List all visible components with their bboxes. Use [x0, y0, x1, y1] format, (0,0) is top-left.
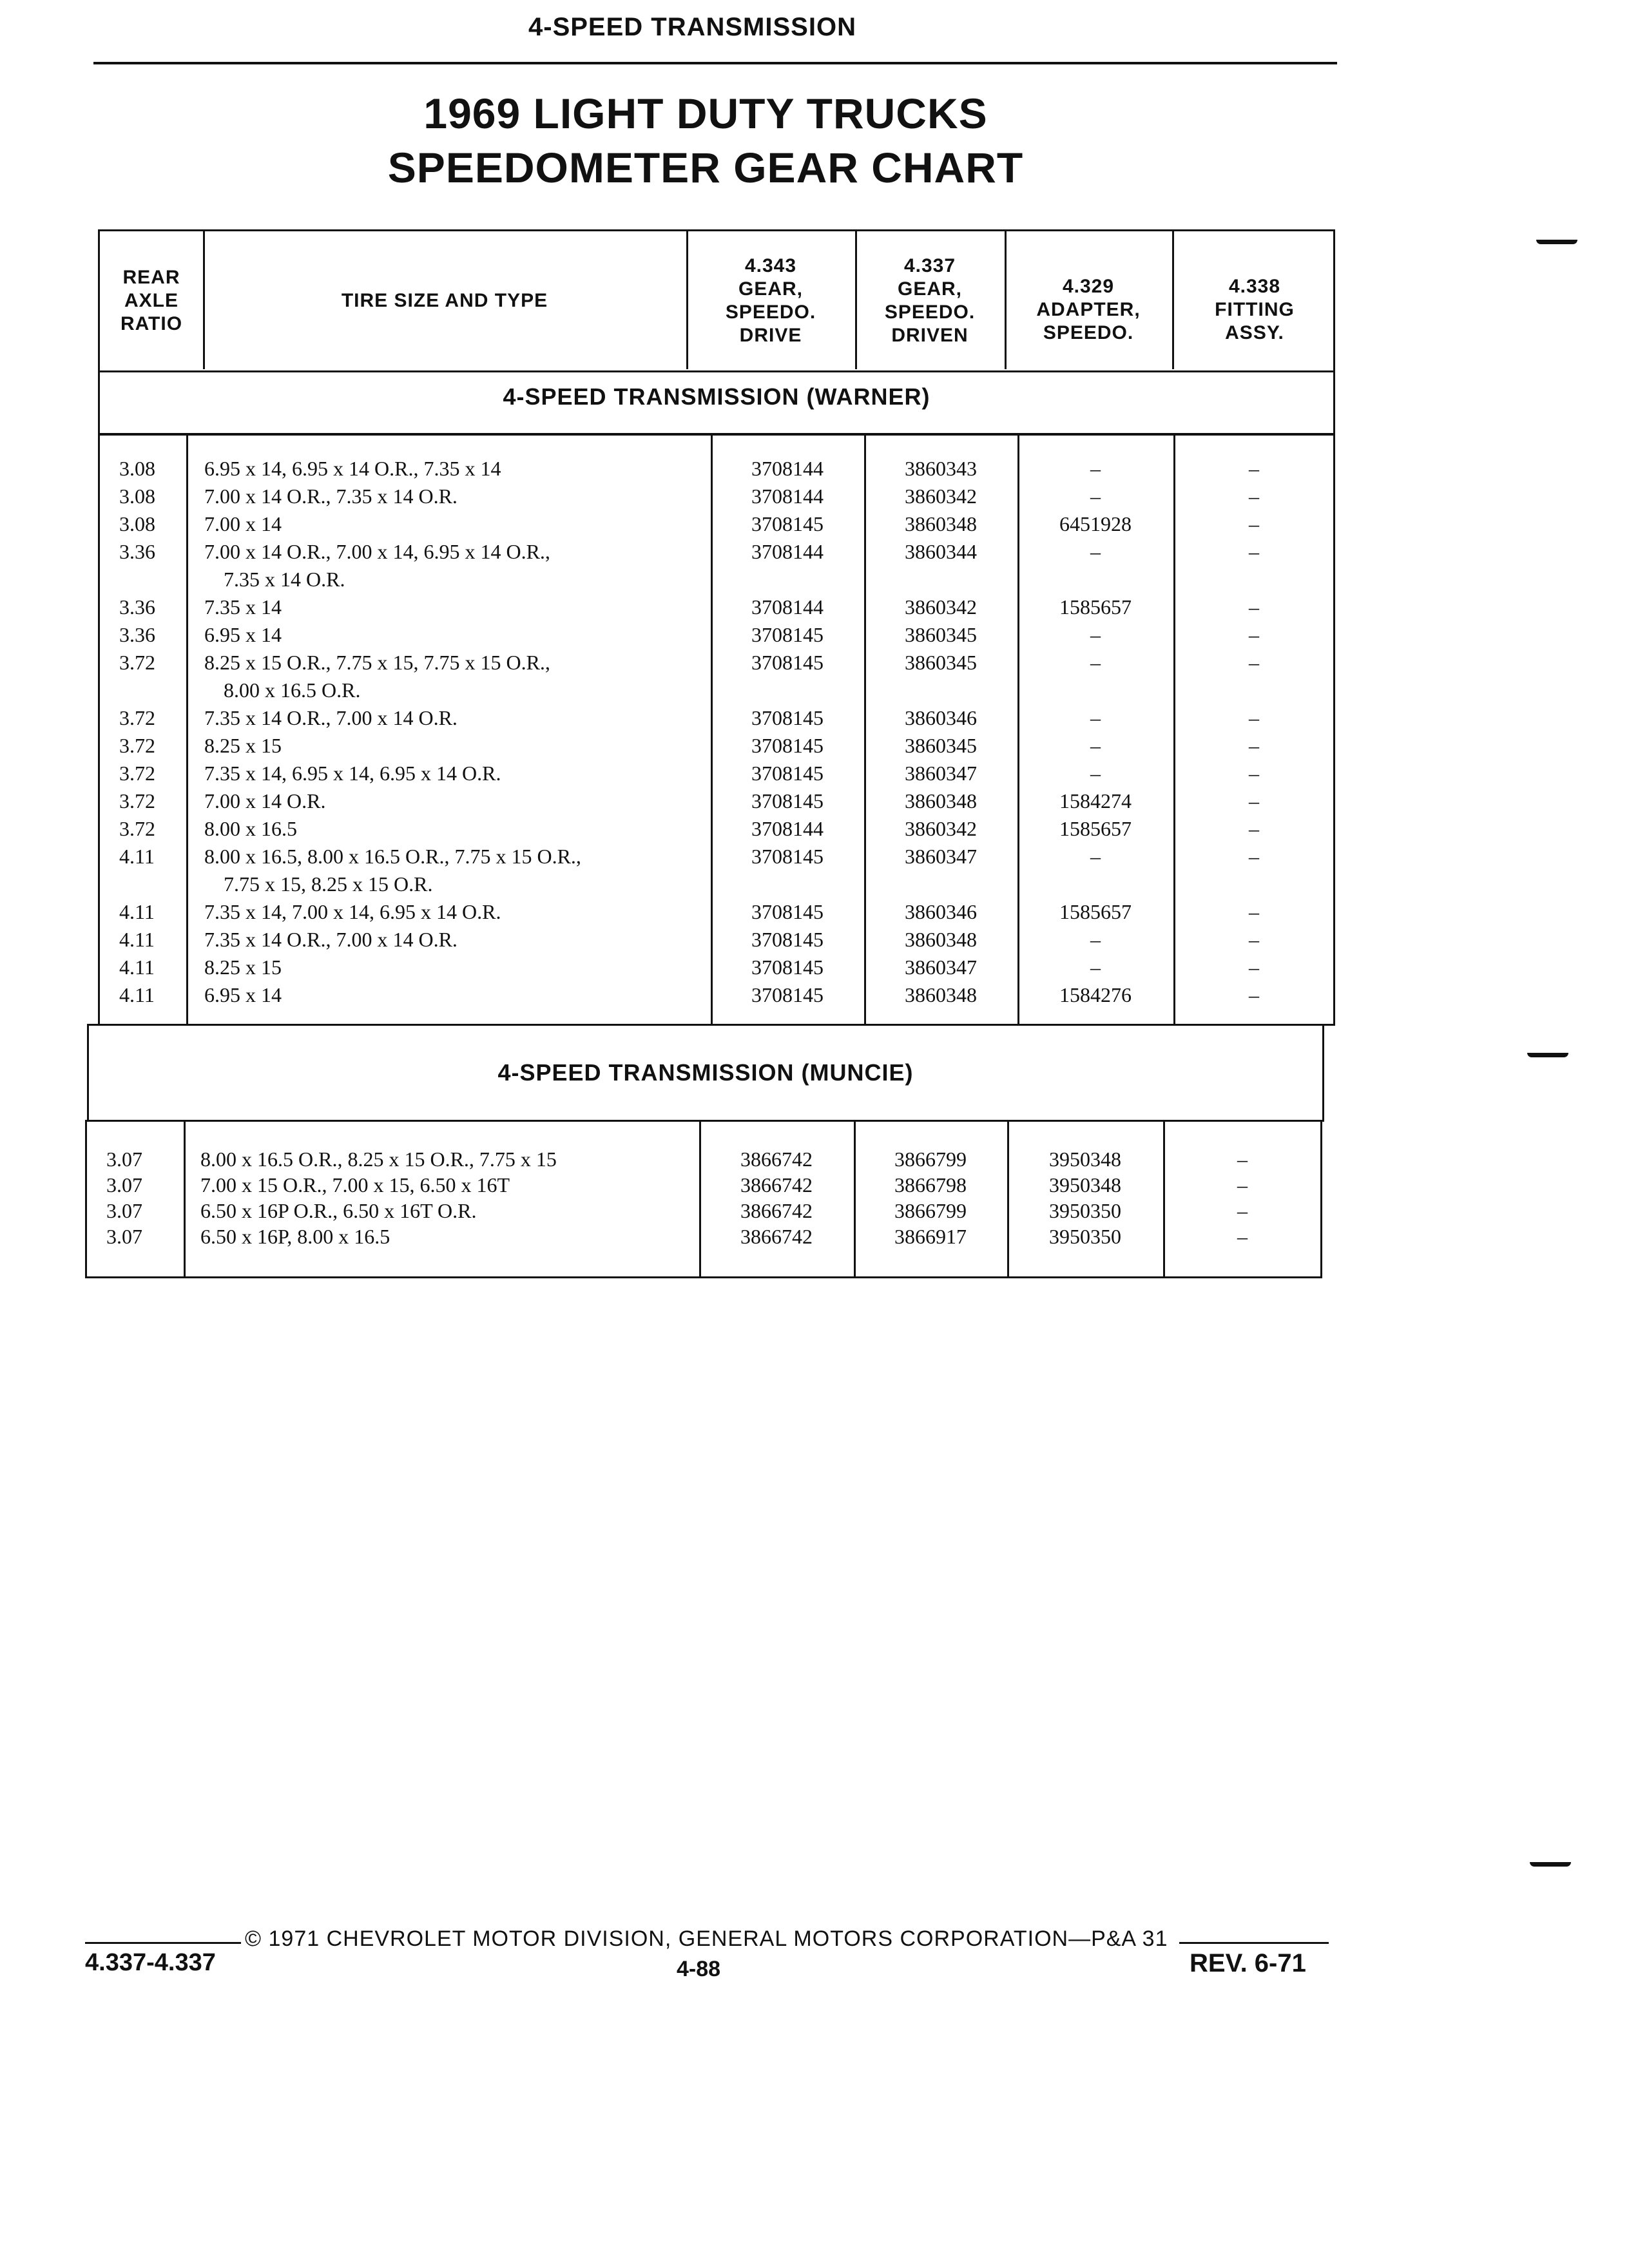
cell-tire: 7.35 x 14 [204, 595, 282, 619]
footer-rule-right [1179, 1942, 1329, 1944]
cell-adapter: – [1090, 956, 1101, 979]
cell-adapter: – [1090, 457, 1101, 480]
cell-drive: 3708144 [751, 485, 824, 508]
cell-driven: 3860347 [905, 762, 977, 785]
cell-driven: 3860342 [905, 817, 977, 840]
cell-tire: 8.00 x 16.5 [204, 817, 297, 840]
cell-ratio: 4.11 [119, 845, 155, 868]
cell-ratio: 3.08 [119, 485, 155, 508]
cell-drive: 3708145 [751, 706, 824, 729]
cell-fitting: – [1249, 734, 1259, 757]
column-header-table [98, 229, 1335, 436]
cell-fitting: – [1237, 1225, 1248, 1248]
cell-driven: 3860348 [905, 789, 977, 812]
cell-drive: 3708145 [751, 623, 824, 646]
cell-drive: 3708145 [751, 734, 824, 757]
cell-adapter: 3950348 [1049, 1173, 1121, 1196]
cell-drive: 3708144 [751, 817, 824, 840]
cell-ratio: 3.07 [106, 1225, 142, 1248]
column-header-drive: 4.343 GEAR, SPEEDO. DRIVE [725, 255, 816, 346]
table-row [100, 787, 1333, 815]
cell-adapter: – [1090, 706, 1101, 729]
cell-drive: 3708145 [751, 983, 824, 1006]
cell-ratio: 3.72 [119, 734, 155, 757]
cell-fitting: – [1237, 1173, 1248, 1196]
table-row [100, 593, 1333, 621]
header-rule [93, 62, 1337, 64]
cell-ratio: 3.08 [119, 512, 155, 535]
cell-adapter: – [1090, 540, 1101, 563]
cell-driven: 3860345 [905, 651, 977, 674]
cell-driven: 3860346 [905, 900, 977, 923]
cell-tire: 7.35 x 14, 6.95 x 14, 6.95 x 14 O.R. [204, 762, 501, 785]
cell-fitting: – [1249, 845, 1259, 868]
column-header-tire: TIRE SIZE AND TYPE [341, 290, 548, 311]
cell-adapter: 3950350 [1049, 1199, 1121, 1222]
column-header-ratio: REAR AXLE RATIO [120, 267, 183, 334]
cell-tire: 6.95 x 14 [204, 623, 282, 646]
cell-adapter: – [1090, 623, 1101, 646]
footer-copyright: © 1971 CHEVROLET MOTOR DIVISION, GENERAL MOTORS CORPORATION—P&A 31 [245, 1927, 1168, 1951]
binder-mark [1530, 1862, 1571, 1867]
cell-driven: 3860345 [905, 623, 977, 646]
cell-tire: 8.00 x 16.5, 8.00 x 16.5 O.R., 7.75 x 15 O.R., [204, 845, 581, 868]
muncie-title-band [87, 1024, 1324, 1122]
section-title-muncie: 4-SPEED TRANSMISSION (MUNCIE) [497, 1059, 914, 1086]
cell-fitting: – [1249, 512, 1259, 535]
cell-drive: 3708145 [751, 512, 824, 535]
section-title-warner: 4-SPEED TRANSMISSION (WARNER) [503, 383, 930, 410]
cell-drive: 3708145 [751, 956, 824, 979]
cell-fitting: – [1249, 956, 1259, 979]
cell-drive: 3708145 [751, 845, 824, 868]
warner-data-table [98, 433, 1335, 1026]
cell-driven: 3860344 [905, 540, 977, 563]
cell-driven: 3866799 [894, 1199, 967, 1222]
cell-fitting: – [1237, 1148, 1248, 1171]
cell-ratio: 3.07 [106, 1173, 142, 1196]
cell-tire: 7.00 x 14 O.R. [204, 789, 326, 812]
table-row [87, 1145, 1320, 1173]
cell-tire: 7.35 x 14 O.R., 7.00 x 14 O.R. [204, 928, 458, 951]
cell-tire-continued: 7.75 x 15, 8.25 x 15 O.R. [224, 872, 433, 896]
cell-ratio: 4.11 [119, 928, 155, 951]
cell-driven: 3860347 [905, 956, 977, 979]
footer-page-number: 4-88 [677, 1957, 721, 1981]
cell-driven: 3860346 [905, 706, 977, 729]
cell-tire: 8.25 x 15 O.R., 7.75 x 15, 7.75 x 15 O.R., [204, 651, 550, 674]
cell-tire: 7.35 x 14, 7.00 x 14, 6.95 x 14 O.R. [204, 900, 501, 923]
cell-tire: 7.00 x 14 O.R., 7.35 x 14 O.R. [204, 485, 458, 508]
cell-tire-continued: 7.35 x 14 O.R. [224, 568, 345, 591]
cell-tire: 6.50 x 16P O.R., 6.50 x 16T O.R. [200, 1199, 477, 1222]
table-row [100, 759, 1333, 787]
cell-adapter: – [1090, 734, 1101, 757]
cell-drive: 3866742 [740, 1173, 813, 1196]
cell-tire: 8.00 x 16.5 O.R., 8.25 x 15 O.R., 7.75 x 15 [200, 1148, 557, 1171]
cell-driven: 3866798 [894, 1173, 967, 1196]
cell-tire: 6.95 x 14 [204, 983, 282, 1006]
table-row [100, 454, 1333, 483]
cell-adapter: – [1090, 485, 1101, 508]
cell-driven: 3866917 [894, 1225, 967, 1248]
page-title-line1: 1969 LIGHT DUTY TRUCKS [423, 90, 988, 137]
cell-driven: 3860342 [905, 485, 977, 508]
cell-adapter: – [1090, 651, 1101, 674]
cell-driven: 3860348 [905, 928, 977, 951]
table-row [100, 704, 1333, 732]
table-row [100, 537, 1333, 591]
cell-adapter: 1584274 [1059, 789, 1132, 812]
column-header-fitting: 4.338 FITTING ASSY. [1215, 276, 1295, 343]
cell-tire: 7.00 x 15 O.R., 7.00 x 15, 6.50 x 16T [200, 1173, 510, 1196]
cell-fitting: – [1249, 983, 1259, 1006]
cell-tire: 7.35 x 14 O.R., 7.00 x 14 O.R. [204, 706, 458, 729]
cell-ratio: 3.07 [106, 1199, 142, 1222]
cell-adapter: – [1090, 762, 1101, 785]
cell-drive: 3708145 [751, 651, 824, 674]
cell-adapter: 6451928 [1059, 512, 1132, 535]
cell-fitting: – [1249, 762, 1259, 785]
cell-drive: 3708145 [751, 789, 824, 812]
cell-drive: 3866742 [740, 1148, 813, 1171]
cell-ratio: 3.36 [119, 595, 155, 619]
cell-ratio: 3.36 [119, 540, 155, 563]
cell-driven: 3860345 [905, 734, 977, 757]
cell-drive: 3708144 [751, 540, 824, 563]
cell-ratio: 3.72 [119, 762, 155, 785]
cell-fitting: – [1249, 928, 1259, 951]
cell-drive: 3708145 [751, 762, 824, 785]
cell-ratio: 4.11 [119, 983, 155, 1006]
cell-fitting: – [1249, 623, 1259, 646]
cell-adapter: 1585657 [1059, 817, 1132, 840]
table-row [87, 1222, 1320, 1251]
table-row [100, 482, 1333, 510]
binder-mark [1536, 240, 1577, 244]
muncie-rows [87, 1145, 1320, 1276]
cell-ratio: 3.72 [119, 651, 155, 674]
cell-fitting: – [1249, 817, 1259, 840]
table-row [100, 842, 1333, 896]
cell-driven: 3860342 [905, 595, 977, 619]
cell-adapter: – [1090, 845, 1101, 868]
table-row [100, 981, 1333, 1009]
cell-drive: 3866742 [740, 1225, 813, 1248]
cell-fitting: – [1249, 900, 1259, 923]
cell-fitting: – [1249, 706, 1259, 729]
cell-tire: 6.95 x 14, 6.95 x 14 O.R., 7.35 x 14 [204, 457, 501, 480]
table-row [100, 620, 1333, 649]
cell-driven: 3860348 [905, 983, 977, 1006]
footer-revision: REV. 6-71 [1190, 1949, 1306, 1977]
cell-drive: 3708144 [751, 595, 824, 619]
cell-ratio: 4.11 [119, 900, 155, 923]
page-header: 4-SPEED TRANSMISSION [528, 13, 856, 41]
cell-ratio: 3.72 [119, 789, 155, 812]
cell-adapter: 1585657 [1059, 900, 1132, 923]
cell-ratio: 3.72 [119, 817, 155, 840]
table-row [100, 898, 1333, 926]
cell-fitting: – [1249, 457, 1259, 480]
cell-adapter: 1584276 [1059, 983, 1132, 1006]
footer-rule-left [85, 1942, 241, 1944]
cell-ratio: 3.72 [119, 706, 155, 729]
cell-fitting: – [1249, 651, 1259, 674]
column-header-adapter: 4.329 ADAPTER, SPEEDO. [1036, 276, 1141, 343]
cell-ratio: 3.36 [119, 623, 155, 646]
table-row [100, 731, 1333, 760]
cell-driven: 3860348 [905, 512, 977, 535]
cell-ratio: 3.07 [106, 1148, 142, 1171]
cell-ratio: 3.08 [119, 457, 155, 480]
binder-mark [1527, 1053, 1568, 1057]
cell-drive: 3708144 [751, 457, 824, 480]
table-row [100, 925, 1333, 954]
table-row [100, 510, 1333, 538]
warner-rows [100, 454, 1333, 1024]
muncie-data-table [85, 1120, 1322, 1278]
column-header-driven: 4.337 GEAR, SPEEDO. DRIVEN [884, 255, 976, 346]
footer-code: 4.337-4.337 [85, 1949, 216, 1976]
cell-drive: 3708145 [751, 900, 824, 923]
cell-tire: 6.50 x 16P, 8.00 x 16.5 [200, 1225, 390, 1248]
cell-fitting: – [1249, 540, 1259, 563]
cell-drive: 3866742 [740, 1199, 813, 1222]
cell-driven: 3860343 [905, 457, 977, 480]
cell-fitting: – [1249, 485, 1259, 508]
table-row [87, 1196, 1320, 1225]
table-row [87, 1171, 1320, 1199]
cell-drive: 3708145 [751, 928, 824, 951]
cell-fitting: – [1249, 595, 1259, 619]
cell-adapter: – [1090, 928, 1101, 951]
page-title-line2: SPEEDOMETER GEAR CHART [387, 144, 1024, 191]
cell-tire: 7.00 x 14 O.R., 7.00 x 14, 6.95 x 14 O.R., [204, 540, 550, 563]
cell-ratio: 4.11 [119, 956, 155, 979]
cell-adapter: 3950350 [1049, 1225, 1121, 1248]
cell-tire: 8.25 x 15 [204, 956, 282, 979]
cell-tire-continued: 8.00 x 16.5 O.R. [224, 678, 361, 702]
table-row [100, 648, 1333, 702]
cell-fitting: – [1249, 789, 1259, 812]
table-row [100, 814, 1333, 843]
cell-tire: 8.25 x 15 [204, 734, 282, 757]
cell-adapter: 1585657 [1059, 595, 1132, 619]
cell-adapter: 3950348 [1049, 1148, 1121, 1171]
table-row [100, 953, 1333, 981]
cell-driven: 3866799 [894, 1148, 967, 1171]
cell-driven: 3860347 [905, 845, 977, 868]
cell-tire: 7.00 x 14 [204, 512, 282, 535]
cell-fitting: – [1237, 1199, 1248, 1222]
